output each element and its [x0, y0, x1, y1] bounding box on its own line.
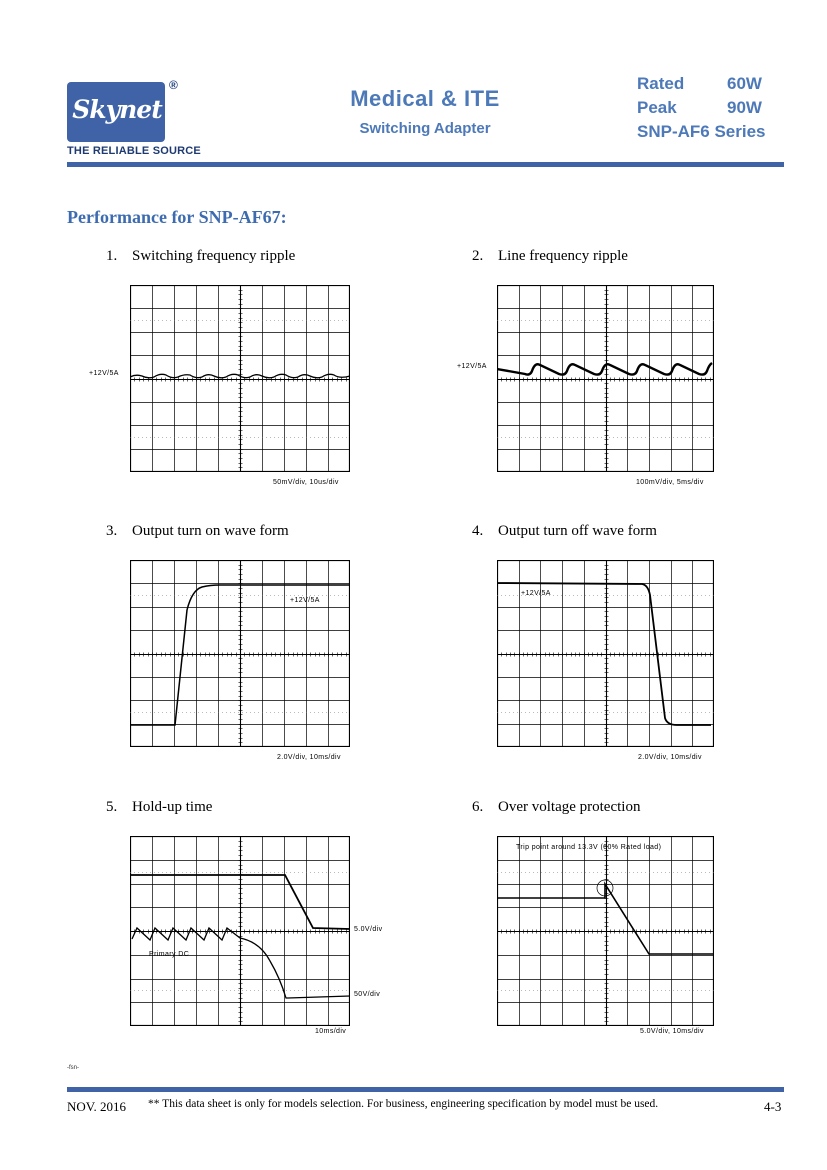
- scope-4: [497, 560, 714, 747]
- scope-4-figure: [497, 560, 714, 747]
- tagline: THE RELIABLE SOURCE: [67, 145, 201, 157]
- scope-5-trace-label: Primary DC: [149, 951, 190, 958]
- document-title: Medical & ITE: [350, 86, 500, 111]
- scope-6-trace-label: Trip point around 13.3V (60% Rated load): [516, 844, 662, 851]
- scope-2-grid: [497, 285, 714, 472]
- plot-2-title: Line frequency ripple: [498, 248, 628, 264]
- scope-2-trace-label: +12V/5A: [457, 363, 487, 370]
- scope-1-trace-label: +12V/5A: [89, 370, 119, 377]
- plot-5-number: 5.: [106, 799, 118, 815]
- scope-3-scale: 2.0V/div, 10ms/div: [277, 754, 341, 761]
- logo-text: Skynet: [72, 95, 162, 124]
- scope-6-scale: 5.0V/div, 10ms/div: [640, 1028, 704, 1035]
- scope-2-scale: 100mV/div, 5ms/div: [636, 479, 704, 486]
- spec-peak-value: 90W: [727, 98, 762, 117]
- scope-6-grid: [497, 836, 714, 1026]
- scope-5-figure: [130, 836, 350, 1026]
- plot-3-title: Output turn on wave form: [132, 523, 289, 539]
- footer-note: ** This data sheet is only for models selection. For business, engineering specification by model must be used.: [148, 1098, 659, 1110]
- scope-3-grid: [130, 560, 350, 747]
- footer-rule: [67, 1087, 784, 1092]
- scope-5-scale: 10ms/div: [315, 1028, 347, 1035]
- section-title: Performance for SNP-AF67:: [67, 207, 287, 227]
- plot-2-caption: [472, 248, 628, 265]
- plot-5-title: Hold-up time: [132, 799, 213, 815]
- plot-1-number: 1.: [106, 248, 118, 264]
- scope-4-scale: 2.0V/div, 10ms/div: [638, 754, 702, 761]
- plot-1-title: Switching frequency ripple: [132, 248, 296, 264]
- plot-6-caption: [472, 799, 640, 816]
- plot-3-number: 3.: [106, 523, 118, 539]
- scope-6: [497, 836, 714, 1026]
- small-mark: -fsn-: [67, 1065, 79, 1071]
- header-rule: [67, 162, 784, 167]
- scope-2: [497, 285, 714, 472]
- footer-date: NOV. 2016: [67, 1099, 126, 1114]
- page-number: 4-3: [764, 1099, 782, 1114]
- scope-2-figure: [497, 285, 714, 472]
- plot-4-number: 4.: [472, 523, 484, 539]
- plot-1-caption: [106, 248, 295, 265]
- scope-3-figure: [130, 560, 350, 747]
- scope-5-scale-right-2: 50V/div: [354, 991, 381, 998]
- scope-5: [130, 836, 350, 1026]
- plot-2-number: 2.: [472, 248, 484, 264]
- scope-5-scale-right-1: 5.0V/div: [354, 926, 383, 933]
- scope-1-scale: 50mV/div, 10us/div: [273, 479, 339, 486]
- document-subtitle: Switching Adapter: [359, 120, 491, 137]
- plot-3-caption: [106, 523, 289, 540]
- scope-4-trace-label: +12V/5A: [521, 590, 551, 597]
- spec-rated-label: Rated: [637, 74, 685, 93]
- scope-2-trace: [497, 363, 712, 375]
- scope-3: [130, 560, 350, 747]
- plot-6-title: Over voltage protection: [498, 799, 641, 815]
- plot-6-number: 6.: [472, 799, 484, 815]
- scope-1-figure: [130, 285, 350, 472]
- scope-1-grid: [130, 285, 350, 472]
- plot-4-title: Output turn off wave form: [498, 523, 657, 539]
- scope-6-trace: [497, 884, 713, 954]
- plot-5-caption: [106, 799, 212, 816]
- registered-mark: ®: [169, 78, 178, 92]
- spec-rated-value: 60W: [727, 74, 762, 93]
- scope-1: [130, 285, 350, 472]
- spec-series: SNP-AF6 Series: [637, 122, 766, 141]
- scope-6-figure: [497, 836, 714, 1026]
- scope-4-grid: [497, 560, 714, 747]
- spec-peak-label: Peak: [637, 98, 677, 117]
- plot-4-caption: [472, 523, 657, 540]
- scope-3-trace-label: +12V/5A: [290, 597, 320, 604]
